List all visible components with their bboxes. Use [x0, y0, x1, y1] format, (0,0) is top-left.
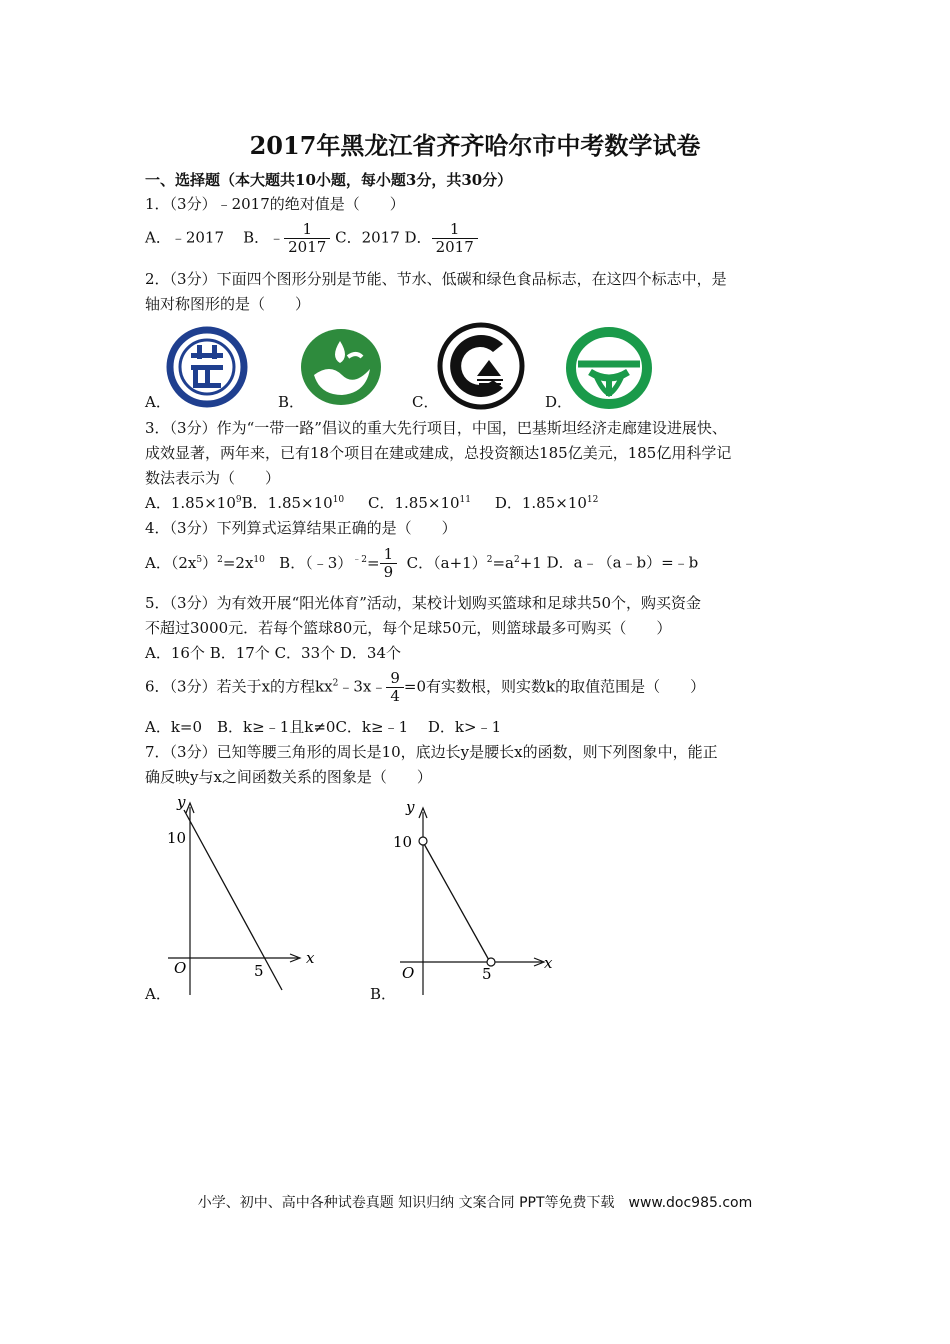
q4-option-d: D．a﹣（a﹣b）=﹣b	[546, 553, 699, 572]
q2-label-a: A．	[145, 393, 171, 411]
exponent: 5	[196, 554, 203, 565]
text: B．（﹣3）	[279, 553, 353, 572]
text: +1	[519, 553, 542, 572]
q3-stem-line3: 数法表示为（ ）	[145, 469, 281, 487]
exponent: 12	[586, 495, 599, 505]
q6-options: A．k=0 B．k≥﹣1且k≠0C．k≥﹣1 D．k>﹣1	[145, 718, 502, 736]
q3-option-d: D．1.85×10	[494, 494, 587, 512]
footer: 小学、初中、高中各种试卷真题 知识归纳 文案合同 PPT等免费下载 www.doc985.com	[197, 1195, 753, 1211]
text: =	[366, 553, 380, 572]
q4-option-a	[145, 554, 265, 572]
numerator: 1	[383, 545, 394, 563]
q7-label-b: B．	[370, 985, 397, 1003]
q3-option-a: A．1.85×10	[145, 494, 236, 512]
exponent: 2	[332, 678, 339, 689]
green-food-logo	[568, 328, 650, 408]
q3-option-c: C．1.85×10	[368, 494, 460, 512]
q2-label-b: B．	[278, 393, 305, 411]
text: ）	[202, 553, 218, 572]
text: ﹣3x﹣	[338, 677, 387, 696]
q3-option-b: B．1.85×10	[241, 494, 333, 512]
q7-label-a: A．	[145, 985, 171, 1003]
open-point-top	[419, 837, 427, 845]
x-axis-label: x	[306, 949, 315, 967]
y-tick-label: 10	[167, 829, 187, 847]
section-heading: 一、选择题（本大题共10小题，每小题3分，共30分）	[145, 171, 513, 189]
q4-option-c	[407, 554, 542, 572]
q1-d-fraction	[432, 221, 478, 256]
q6-fraction	[386, 670, 404, 705]
denominator: 4	[386, 687, 404, 705]
x-tick-label: 5	[482, 965, 492, 983]
y-axis-label: y	[177, 793, 186, 811]
q4-option-b	[279, 545, 397, 581]
q2-label-c: C．	[412, 393, 439, 411]
q7-stem-line1: 7．（3分）已知等腰三角形的周长是10，底边长y是腰长x的函数，则下列图象中，能正	[145, 743, 718, 761]
q4-b-fraction	[380, 546, 398, 581]
x-axis-label: x	[544, 954, 553, 972]
exponent: 10	[253, 554, 265, 565]
q1-option-d: D．	[404, 228, 432, 247]
q4-stem: 4．（3分）下列算式运算结果正确的是（ ）	[145, 519, 457, 537]
q4-options	[145, 546, 698, 581]
text: A．（2x	[145, 553, 197, 572]
exponent: 2	[486, 554, 493, 565]
x-tick-label: 5	[254, 962, 264, 980]
origin-label: O	[402, 964, 415, 982]
numerator: 1	[302, 220, 312, 238]
q5-stem-line2: 不超过3000元．若每个篮球80元，每个足球50元，则篮球最多可购买（ ）	[145, 619, 672, 637]
text: 6．（3分）若关于x的方程kx	[145, 677, 333, 696]
text: =2x	[222, 553, 254, 572]
q1-stem: 1．（3分）﹣2017的绝对值是（ ）	[145, 195, 405, 213]
exponent: 9	[235, 495, 242, 505]
q1-option-b: B．﹣	[243, 228, 285, 247]
low-carbon-logo	[437, 322, 525, 410]
q5-options: A．16个 B．17个 C．33个 D．34个	[145, 644, 402, 662]
denominator: 2017	[284, 238, 330, 256]
page-title: 2017年黑龙江省齐齐哈尔市中考数学试卷	[249, 131, 701, 160]
numerator: 9	[390, 669, 400, 687]
numerator: 1	[449, 220, 460, 238]
origin-label: O	[174, 959, 187, 977]
q1-b-fraction	[284, 221, 330, 256]
y-tick-label: 10	[393, 833, 413, 851]
y-axis-label: y	[406, 798, 415, 816]
graph-a	[160, 795, 330, 1000]
q1-options	[145, 221, 478, 256]
energy-saving-logo	[165, 325, 249, 409]
denominator: 2017	[432, 238, 478, 256]
q2-label-d: D．	[545, 393, 573, 411]
q3-stem-line1: 3．（3分）作为“一带一路”倡议的重大先行项目，中国，巴基斯坦经济走廊建设进展快、	[145, 419, 727, 437]
q1-option-a: A．﹣2017	[145, 228, 225, 247]
q5-stem-line1: 5．（3分）为有效开展“阳光体育”活动，某校计划购买篮球和足球共50个，购买资金	[145, 594, 702, 612]
graph-b	[390, 800, 560, 1000]
q3-stem-line2: 成效显著，两年来，已有18个项目在建或建成，总投资额达185亿美元，185亿用科学记	[145, 444, 732, 462]
q3-options	[145, 493, 598, 513]
text: =0有实数根，则实数k的取值范围是（ ）	[403, 677, 706, 696]
exponent: 10	[332, 495, 345, 505]
q6-stem	[145, 670, 705, 705]
water-saving-logo	[300, 327, 382, 407]
exponent: ﹣2	[352, 554, 367, 565]
q2-stem-line2: 轴对称图形的是（ ）	[145, 295, 311, 313]
q2-stem-line1: 2．（3分）下面四个图形分别是节能、节水、低碳和绿色食品标志，在这四个标志中，是	[145, 270, 727, 288]
denominator: 9	[380, 563, 398, 581]
exponent: 2	[513, 554, 520, 565]
exponent: 11	[459, 495, 471, 505]
text: =a	[492, 553, 514, 572]
q1-option-c: C．2017	[335, 228, 400, 247]
q7-stem-line2: 确反映y与x之间函数关系的图象是（ ）	[145, 768, 432, 786]
exponent: 2	[217, 554, 223, 565]
text: C．（a+1）	[406, 553, 487, 572]
